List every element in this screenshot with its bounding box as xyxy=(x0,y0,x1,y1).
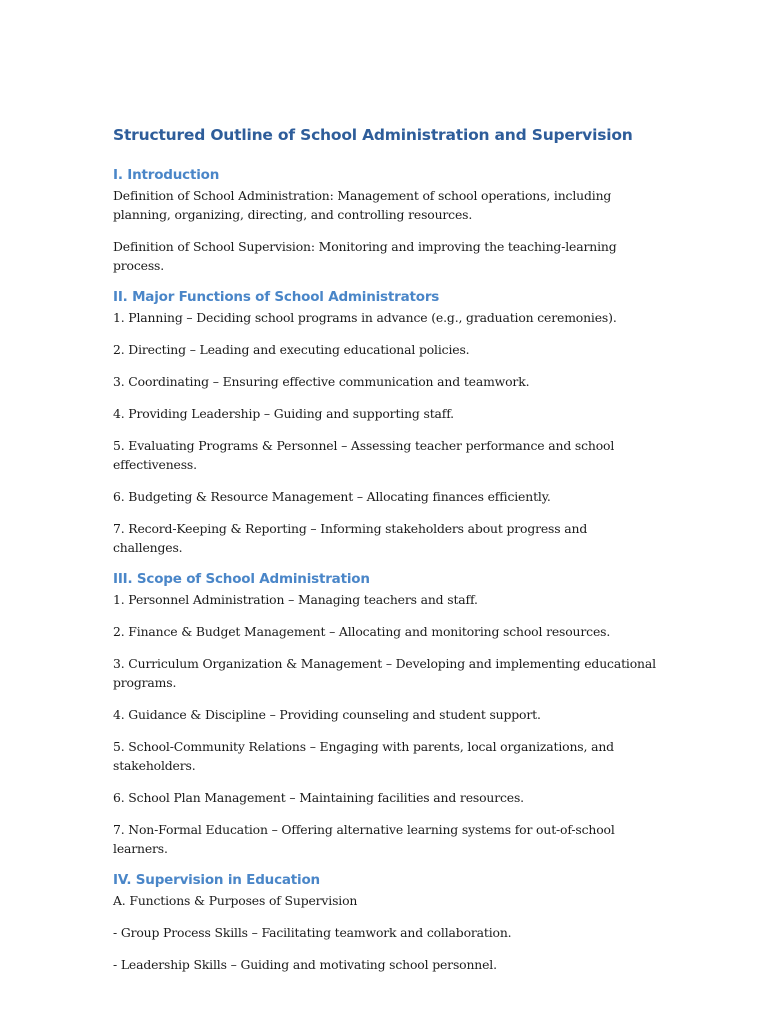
section-major-functions xyxy=(113,286,658,557)
section-scope xyxy=(113,568,658,858)
list-item: 4. Guidance & Discipline – Providing counseling and student support. xyxy=(113,707,541,722)
list-item: 5. School-Community Relations – Engaging with parents, local organizations, and stakeholders. xyxy=(113,739,614,773)
subheading: A. Functions & Purposes of Supervision xyxy=(113,893,358,908)
list-item: 6. Budgeting & Resource Management – Allocating finances efficiently. xyxy=(113,489,551,504)
list-item: 7. Record-Keeping & Reporting – Informing stakeholders about progress and challenges. xyxy=(113,521,588,555)
section-introduction xyxy=(113,164,658,275)
list-item: 4. Providing Leadership – Guiding and supporting staff. xyxy=(113,406,454,421)
document-title: Structured Outline of School Administration and Supervision xyxy=(113,126,633,144)
list-item: 2. Finance & Budget Management – Allocating and monitoring school resources. xyxy=(113,624,611,639)
list-item: 7. Non-Formal Education – Offering alternative learning systems for out-of-school learners. xyxy=(113,822,615,856)
document-page xyxy=(113,122,658,987)
list-item: 1. Personnel Administration – Managing teachers and staff. xyxy=(113,592,478,607)
section-supervision xyxy=(113,869,658,974)
list-item: 5. Evaluating Programs & Personnel – Assessing teacher performance and school effectiveness. xyxy=(113,438,615,472)
list-item: - Group Process Skills – Facilitating teamwork and collaboration. xyxy=(113,925,512,940)
list-item: 6. School Plan Management – Maintaining facilities and resources. xyxy=(113,790,524,805)
section-heading: II. Major Functions of School Administrators xyxy=(113,289,440,305)
section-heading: IV. Supervision in Education xyxy=(113,872,320,888)
list-item: 2. Directing – Leading and executing educational policies. xyxy=(113,342,470,357)
section-heading: III. Scope of School Administration xyxy=(113,571,370,587)
list-item: 1. Planning – Deciding school programs in advance (e.g., graduation ceremonies). xyxy=(113,310,617,325)
list-item: - Leadership Skills – Guiding and motivating school personnel. xyxy=(113,957,497,972)
list-item: 3. Curriculum Organization & Management – Developing and implementing educational programs. xyxy=(113,656,656,690)
paragraph: Definition of School Administration: Management of school operations, including planning, organizing, directing, and controlling resources. xyxy=(113,188,612,222)
paragraph: Definition of School Supervision: Monitoring and improving the teaching-learning process. xyxy=(113,239,617,273)
section-heading: I. Introduction xyxy=(113,167,220,183)
list-item: 3. Coordinating – Ensuring effective communication and teamwork. xyxy=(113,374,530,389)
